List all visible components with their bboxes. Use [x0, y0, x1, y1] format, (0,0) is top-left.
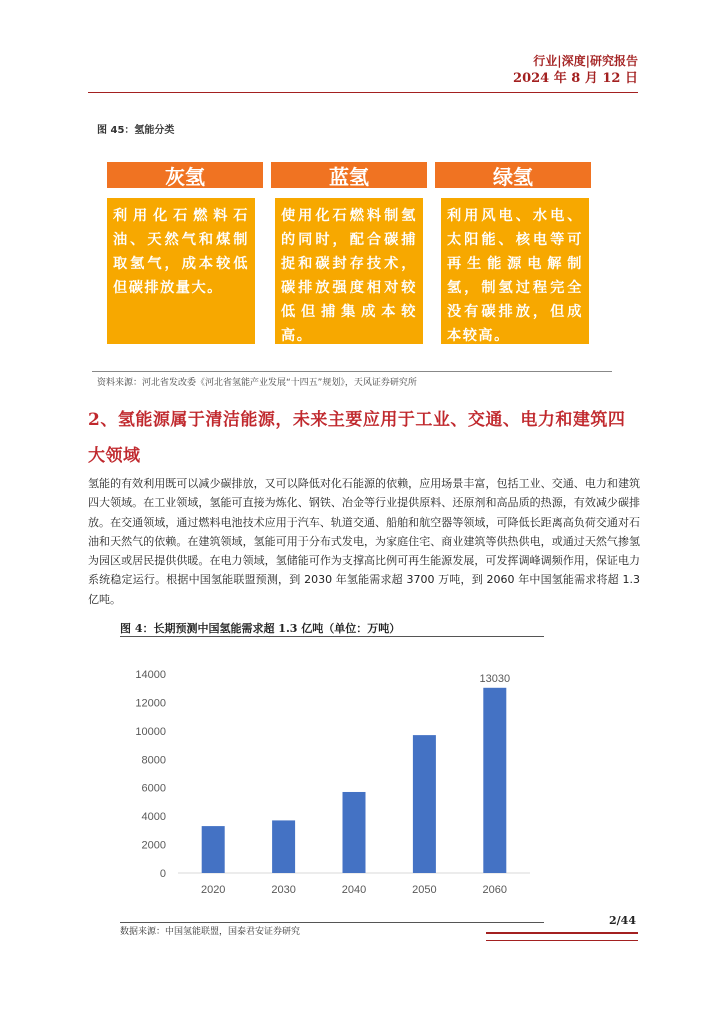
section-heading: 2、氢能源属于清洁能源，未来主要应用于工业、交通、电力和建筑四大领域 — [88, 410, 626, 466]
report-date: 2024 年 8 月 12 日 — [513, 71, 638, 86]
x-tick-label: 2040 — [341, 884, 367, 896]
chart-title: 图 4：长期预测中国氢能需求超 1.3 亿吨（单位：万吨） — [120, 622, 401, 635]
report-header — [513, 52, 638, 88]
chart-top-rule — [120, 636, 544, 637]
figure45-caption: 图 45：氢能分类 — [97, 125, 175, 136]
bar-2030 — [272, 820, 295, 873]
section-body: 氢能的有效利用既可以减少碳排放，又可以降低对化石能源的依赖，应用场景丰富，包括工业、交通、电力和建筑四大领域。在工业领域，氢能可直接为炼化、钢铁、冶金等行业提供原料、还原剂和高品质的热源，有效减少碳排放。在交通领域，通过燃料电池技术应用于汽车、轨道交通、船舶和航空器等领域，可降低长距离高负荷交通对石油和天然气的依赖。在建筑领域，氢能可用于分布式发电，为家庭住宅、商业建筑等供热供电，或通过天然气掺氢为园区或居民提供供暖。在电力领域，氢储能可作为支撑高比例可再生能源发展，可发挥调峰调频作用，保证电力系统稳定运行。根据中国氢能联盟预测，到 2030 年氢能需求超 3700 万吨，到 2060 年中国氢能需求将超 1.3 亿吨。 — [88, 477, 640, 606]
chart-source: 数据来源：中国氢能联盟，国泰君安证券研究 — [120, 927, 301, 937]
figure45-source: 资料来源：河北省发改委《河北省氢能产业发展“十四五”规划》，天风证券研究所 — [97, 378, 417, 388]
page-number: 2/44 — [609, 914, 636, 927]
bar-2050 — [413, 735, 436, 873]
x-tick-label: 2020 — [200, 884, 226, 896]
grey-hydrogen-title: 灰氢 — [107, 162, 263, 188]
footer-rule-thick — [486, 932, 638, 934]
footer-rule-thin — [486, 940, 638, 941]
blue-hydrogen-title: 蓝氢 — [271, 162, 427, 188]
y-tick-label: 10000 — [135, 725, 166, 738]
y-tick-label: 8000 — [141, 754, 166, 767]
figure45-rule — [92, 371, 612, 372]
y-tick-label: 14000 — [135, 669, 166, 681]
y-tick-label: 12000 — [135, 697, 166, 710]
report-category: 行业|深度|研究报告 — [533, 54, 638, 68]
y-tick-label: 0 — [159, 868, 166, 880]
y-tick-label: 4000 — [141, 811, 166, 824]
y-tick-label: 2000 — [141, 839, 166, 852]
x-tick-label: 2030 — [271, 884, 296, 896]
x-tick-label: 2060 — [482, 884, 508, 896]
blue-hydrogen-desc: 使用化石燃料制氢的同时，配合碳捕捉和碳封存技术，碳排放强度相对较低但捕集成本较高。 — [275, 198, 423, 344]
chart-bottom-rule — [120, 922, 544, 923]
x-tick-label: 2050 — [412, 884, 437, 896]
y-tick-label: 6000 — [141, 782, 166, 795]
bar-2060 — [483, 688, 506, 873]
bar-2020 — [202, 826, 225, 873]
hydrogen-demand-chart — [120, 640, 544, 920]
header-divider — [88, 92, 638, 93]
green-hydrogen-desc: 利用风电、水电、太阳能、核电等可再生能源电解制氢，制氢过程完全没有碳排放，但成本较高。 — [441, 198, 589, 344]
green-hydrogen-title: 绿氢 — [435, 162, 591, 188]
data-label: 13030 — [479, 672, 511, 685]
bar-2040 — [343, 792, 366, 873]
grey-hydrogen-desc: 利用化石燃料石油、天然气和煤制取氢气，成本较低但碳排放量大。 — [107, 198, 255, 344]
